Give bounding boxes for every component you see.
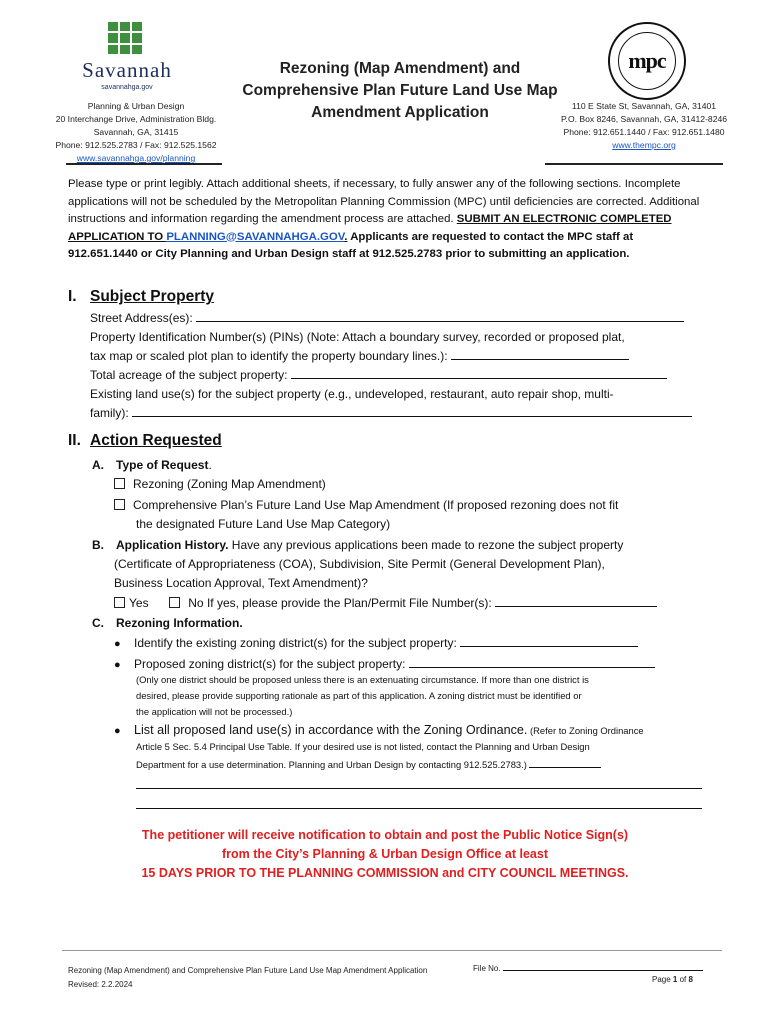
existing-zoning-field[interactable]	[460, 635, 638, 647]
application-history-question-cont: (Certificate of Appropriateness (COA), Subdivision, Site Permit (General Development Plan),	[114, 557, 605, 571]
submit-instruction: SUBMIT AN ELECTRONIC COMPLETED APPLICATION TO	[68, 213, 672, 243]
header-divider-right	[545, 163, 723, 165]
street-address-field[interactable]	[196, 310, 684, 322]
pin-label-cont: tax map or scaled plot plan to identify the property boundary lines.):	[90, 349, 448, 363]
section-numeral: I.	[68, 288, 77, 305]
zoning-note-cont: desired, please provide supporting rationale as part of this application. A zoning district must be identified or	[136, 690, 582, 701]
footer-divider	[62, 950, 722, 951]
footer-doc-info	[68, 964, 427, 992]
street-address-label: Street Address(es):	[90, 311, 193, 325]
title-line: Comprehensive Plan Future Land Use Map	[242, 82, 558, 99]
mpc-address	[546, 100, 742, 152]
planning-office-address	[42, 100, 230, 165]
savannah-logo-icon	[108, 22, 142, 54]
contact-instruction: Applicants are requested to contact the MPC staff at 912.651.1440 or City Planning and Urban Design staff at 912.525.2783 prior to submitting an application.	[68, 230, 634, 260]
address-line: Phone: 912.525.2783 / Fax: 912.525.1562	[55, 140, 217, 150]
planning-website-link[interactable]: www.savannahga.gov/planning	[76, 153, 196, 163]
address-line: Savannah, GA, 31415	[93, 127, 179, 137]
existing-land-use-field[interactable]	[132, 405, 692, 417]
application-history-question-cont: Business Location Approval, Text Amendment)?	[114, 576, 368, 590]
section-numeral: II.	[68, 432, 81, 449]
public-notice-sign-warning	[60, 826, 710, 883]
address-line: P.O. Box 8246, Savannah, GA, 31412-8246	[560, 114, 728, 124]
footer-file-no	[473, 962, 703, 973]
address-line: 20 Interchange Drive, Administration Bldg.	[55, 114, 217, 124]
acreage-row	[90, 366, 667, 385]
page-current: 1	[672, 975, 678, 984]
pin-field[interactable]	[451, 348, 629, 360]
intro-paragraph	[68, 176, 704, 264]
notice-line: from the City’s Planning & Urban Design Office at least	[222, 847, 548, 861]
existing-land-use-row	[90, 404, 692, 423]
rezoning-option[interactable]	[114, 475, 326, 494]
page-title	[236, 58, 564, 124]
header-divider-left	[66, 163, 222, 165]
rezoning-option-label: Rezoning (Zoning Map Amendment)	[133, 477, 326, 491]
section-title: Subject Property	[90, 288, 215, 305]
page-number	[652, 975, 693, 984]
comp-plan-option-label: Comprehensive Plan’s Future Land Use Map Amendment (If proposed rezoning does not fit	[133, 498, 619, 512]
yes-label: Yes	[129, 596, 149, 610]
footer-revised-date: Revised: 2.2.2024	[68, 980, 133, 989]
mpc-logo-text: mpc	[618, 32, 676, 90]
address-line: 110 E State St, Savannah, GA, 31401	[571, 101, 717, 111]
section-title: Action Requested	[90, 432, 222, 449]
bullet-icon: ●	[114, 659, 121, 671]
footer-doc-title: Rezoning (Map Amendment) and Comprehensive Plan Future Land Use Map Amendment Application	[68, 966, 428, 975]
title-line: Amendment Application	[311, 104, 489, 121]
street-address-row	[90, 309, 684, 328]
notice-line: 15 DAYS PRIOR TO THE PLANNING COMMISSION and CITY COUNCIL MEETINGS.	[141, 866, 629, 880]
type-of-request-label: Type of Request	[116, 458, 209, 472]
acreage-label: Total acreage of the subject property:	[90, 368, 288, 382]
comp-plan-checkbox[interactable]	[114, 499, 125, 510]
item-letter: B.	[92, 538, 104, 552]
file-no-label: File No.	[473, 964, 501, 973]
application-history-label: Application History.	[116, 538, 229, 552]
application-history-question: Have any previous applications been made to rezone the subject property	[228, 538, 624, 552]
page-of: of	[677, 975, 689, 984]
existing-zoning-row	[114, 634, 638, 654]
file-no-field[interactable]	[503, 962, 703, 971]
section-action-requested-heading	[68, 432, 222, 450]
pin-row	[90, 347, 629, 366]
item-letter: A.	[92, 458, 104, 472]
acreage-field[interactable]	[291, 367, 667, 379]
application-history-row	[92, 536, 623, 555]
existing-zoning-label: Identify the existing zoning district(s) for the subject property:	[134, 636, 457, 650]
intro-text: Please type or print legibly. Attach additional sheets, if necessary, to fully answer any of the following sections. Incomplete applications will not be scheduled by the Metropolitan Planning Commission (MPC) until deficiencies are corrected. Additional instructions and information regarding the amendment process are attached.	[68, 178, 700, 225]
title-line: Rezoning (Map Amendment) and	[279, 60, 521, 77]
zoning-note-cont: the application will not be processed.)	[136, 706, 293, 717]
no-checkbox[interactable]	[169, 597, 180, 608]
proposed-zoning-field[interactable]	[409, 656, 655, 668]
proposed-uses-label: List all proposed land use(s) in accordance with the Zoning Ordinance.	[134, 723, 528, 737]
proposed-uses-blank-line[interactable]	[136, 808, 702, 809]
address-line: Planning & Urban Design	[87, 101, 185, 111]
type-of-request-period: .	[208, 458, 212, 472]
proposed-zoning-label: Proposed zoning district(s) for the subject property:	[134, 657, 406, 671]
pin-label: Property Identification Number(s) (PINs) (Note: Attach a boundary survey, recorded or proposed plat,	[90, 330, 625, 344]
item-letter: C.	[92, 616, 104, 630]
proposed-uses-blank-line[interactable]	[136, 788, 702, 789]
mpc-website-link[interactable]: www.thempc.org	[612, 140, 676, 150]
mpc-logo-icon	[608, 22, 686, 100]
city-name: Savannah	[82, 58, 172, 82]
existing-land-use-label-cont: family):	[90, 406, 129, 420]
bullet-icon: ●	[114, 725, 121, 737]
file-number-label: If yes, please provide the Plan/Permit File Number(s):	[206, 596, 492, 610]
proposed-uses-note-cont: Article 5 Sec. 5.4 Principal Use Table. If your desired use is not listed, contact the Planning and Urban Design	[136, 741, 590, 752]
proposed-uses-note: (Refer to Zoning Ordinance	[527, 725, 644, 736]
proposed-uses-row	[114, 721, 644, 741]
page-total: 8	[688, 975, 693, 984]
zoning-note: (Only one district should be proposed unless there is an extenuating circumstance. If more than one district is	[136, 674, 589, 685]
planning-email-link[interactable]: PLANNING@SAVANNAHGA.GOV	[166, 230, 345, 243]
rezoning-info-label: Rezoning Information.	[116, 616, 243, 630]
address-line: Phone: 912.651.1440 / Fax: 912.651.1480	[563, 127, 725, 137]
comp-plan-option[interactable]	[114, 496, 618, 515]
rezoning-checkbox[interactable]	[114, 478, 125, 489]
page-prefix: Page	[652, 975, 673, 984]
type-of-request-heading	[92, 456, 212, 475]
bullet-icon: ●	[114, 638, 121, 650]
no-label: No	[188, 596, 204, 610]
rezoning-info-heading	[92, 614, 243, 633]
section-subject-property-heading	[68, 288, 214, 306]
comp-plan-option-label-cont: the designated Future Land Use Map Category)	[136, 517, 391, 531]
notice-line: The petitioner will receive notification to obtain and post the Public Notice Sign(s)	[141, 828, 629, 842]
proposed-uses-note-cont: Department for a use determination. Planning and Urban Design by contacting 912.525.2783.)	[136, 759, 527, 770]
history-yes-no-row	[114, 594, 657, 613]
yes-checkbox[interactable]	[114, 597, 125, 608]
proposed-uses-field[interactable]	[529, 758, 601, 768]
existing-land-use-label: Existing land use(s) for the subject property (e.g., undeveloped, restaurant, auto repair shop, multi-	[90, 387, 614, 401]
proposed-uses-note-row	[136, 757, 601, 773]
submit-period: .	[344, 230, 348, 243]
city-website: savannahga.gov	[101, 84, 153, 91]
file-number-field[interactable]	[495, 595, 657, 607]
